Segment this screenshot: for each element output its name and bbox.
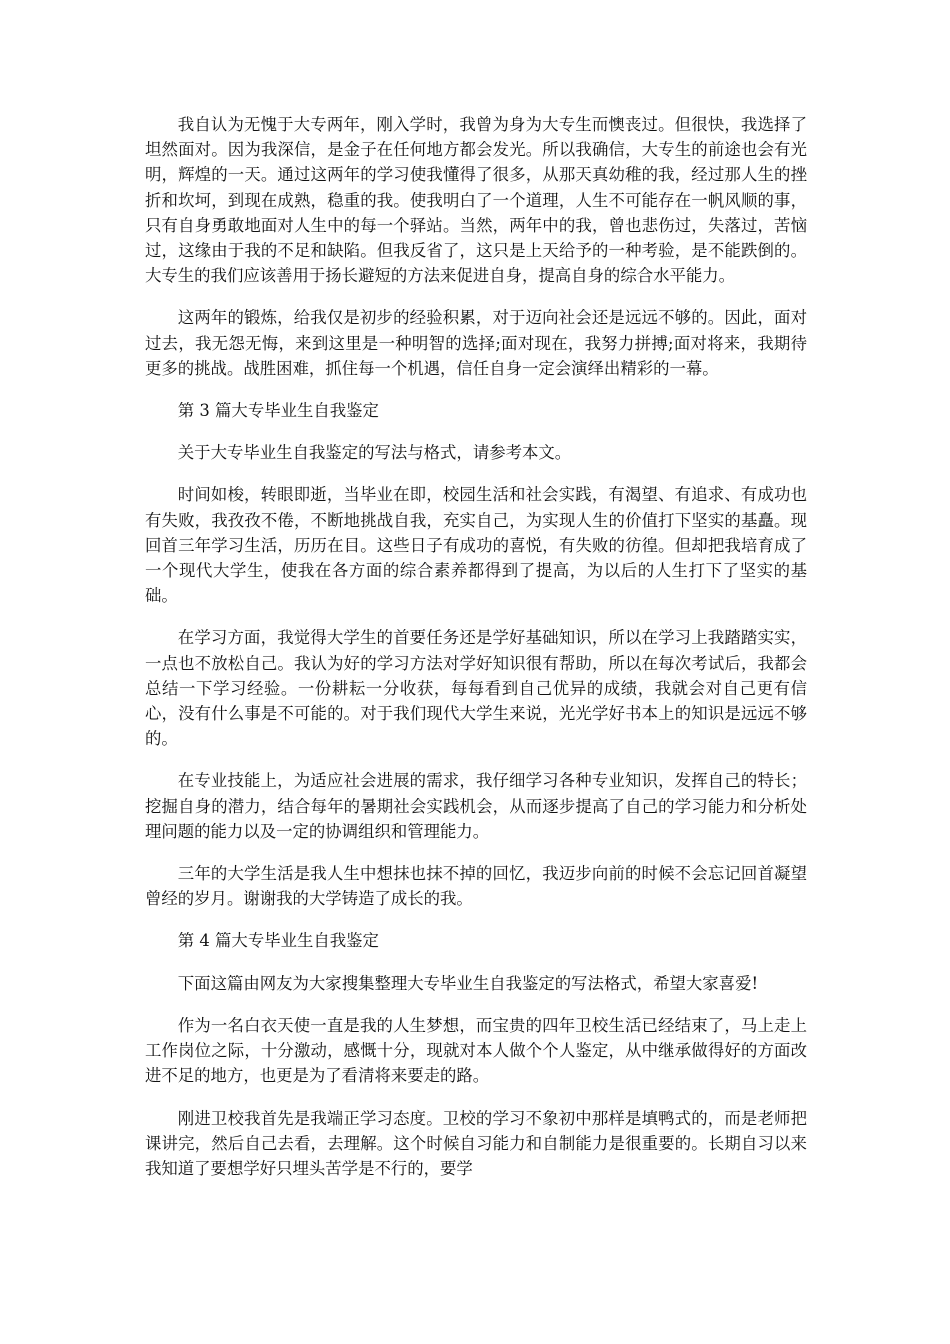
paragraph-three-years: 三年的大学生活是我人生中想抹也抹不掉的回忆，我迈步向前的时候不会忘记回首凝望曾经的岁月。谢谢我的大学铸造了成长的我。 bbox=[145, 864, 807, 909]
paragraph-intro-3: 关于大专毕业生自我鉴定的写法与格式，请参考本文。 bbox=[177, 443, 572, 463]
document-page bbox=[145, 112, 807, 1198]
section-heading-3: 第 3 篇大专毕业生自我鉴定 bbox=[177, 401, 379, 421]
paragraph-study: 在学习方面，我觉得大学生的首要任务还是学好基础知识，所以在学习上我踏踏实实，一点也不放松自己。我认为好的学习方法对学好知识很有帮助，所以在每次考试后，我都会总结一下学习经验。一份耕耘一分收获，每每看到自己优异的成绩，我就会对自己更有信心，没有什么事是不可能的。对于我们现代大学生来说，光光学好书本上的知识是远远不够的。 bbox=[145, 628, 807, 749]
paragraph-time: 时间如梭，转眼即逝，当毕业在即，校园生活和社会实践，有渴望、有追求、有成功也有失败，我孜孜不倦，不断地挑战自我，充实自己，为实现人生的价值打下坚实的基矗。现回首三年学习生活，历历在目。这些日子有成功的喜悦，有失败的彷徨。但却把我培育成了一个现代大学生，使我在各方面的综合素养都得到了提高，为以后的人生打下了坚实的基础。 bbox=[145, 485, 807, 606]
paragraph-two-years: 这两年的锻炼，给我仅是初步的经验积累，对于迈向社会还是远远不够的。因此，面对过去，我无怨无悔，来到这里是一种明智的选择;面对现在，我努力拼搏;面对将来，我期待更多的挑战。战胜困难，抓住每一个机遇，信任自身一定会演绎出精彩的一幕。 bbox=[145, 308, 807, 378]
paragraph-intro-4: 下面这篇由网友为大家搜集整理大专毕业生自我鉴定的写法格式，希望大家喜爱! bbox=[177, 973, 759, 993]
section-heading-4: 第 4 篇大专毕业生自我鉴定 bbox=[177, 931, 379, 951]
paragraph-skills: 在专业技能上，为适应社会进展的需求，我仔细学习各种专业知识，发挥自己的特长；挖掘自身的潜力，结合每年的暑期社会实践机会，从而逐步提高了自己的学习能力和分析处理问题的能力以及一定的协调组织和管理能力。 bbox=[145, 771, 807, 841]
paragraph-nurse: 作为一名白衣天使一直是我的人生梦想，而宝贵的四年卫校生活已经结束了，马上走上工作岗位之际，十分激动，感慨十分，现就对本人做个个人鉴定，从中继承做得好的方面改进不足的地方，也更是为了看清将来要走的路。 bbox=[145, 1015, 807, 1086]
paragraph-school-start: 刚进卫校我首先是我端正学习态度。卫校的学习不象初中那样是填鸭式的，而是老师把课讲完，然后自己去看，去理解。这个时候自习能力和自制能力是很重要的。长期自习以来我知道了要想学好只埋头苦学是不行的，要学 bbox=[145, 1108, 807, 1178]
paragraph-reflection: 我自认为无愧于大专两年，刚入学时，我曾为身为大专生而懊丧过。但很快，我选择了坦然面对。因为我深信，是金子在任何地方都会发光。所以我确信，大专生的前途也会有光明，辉煌的一天。通过这两年的学习使我懂得了很多，从那天真幼稚的我，经过那人生的挫折和坎坷，到现在成熟，稳重的我。使我明白了一个道理，人生不可能存在一帆风顺的事，只有自身勇敢地面对人生中的每一个驿站。当然，两年中的我，曾也悲伤过，失落过，苦恼过，这缘由于我的不足和缺陷。但我反省了，这只是上天给予的一种考验，是不能跌倒的。大专生的我们应该善用于扬长避短的方法来促进自身，提高自身的综合水平能力。 bbox=[145, 115, 807, 286]
